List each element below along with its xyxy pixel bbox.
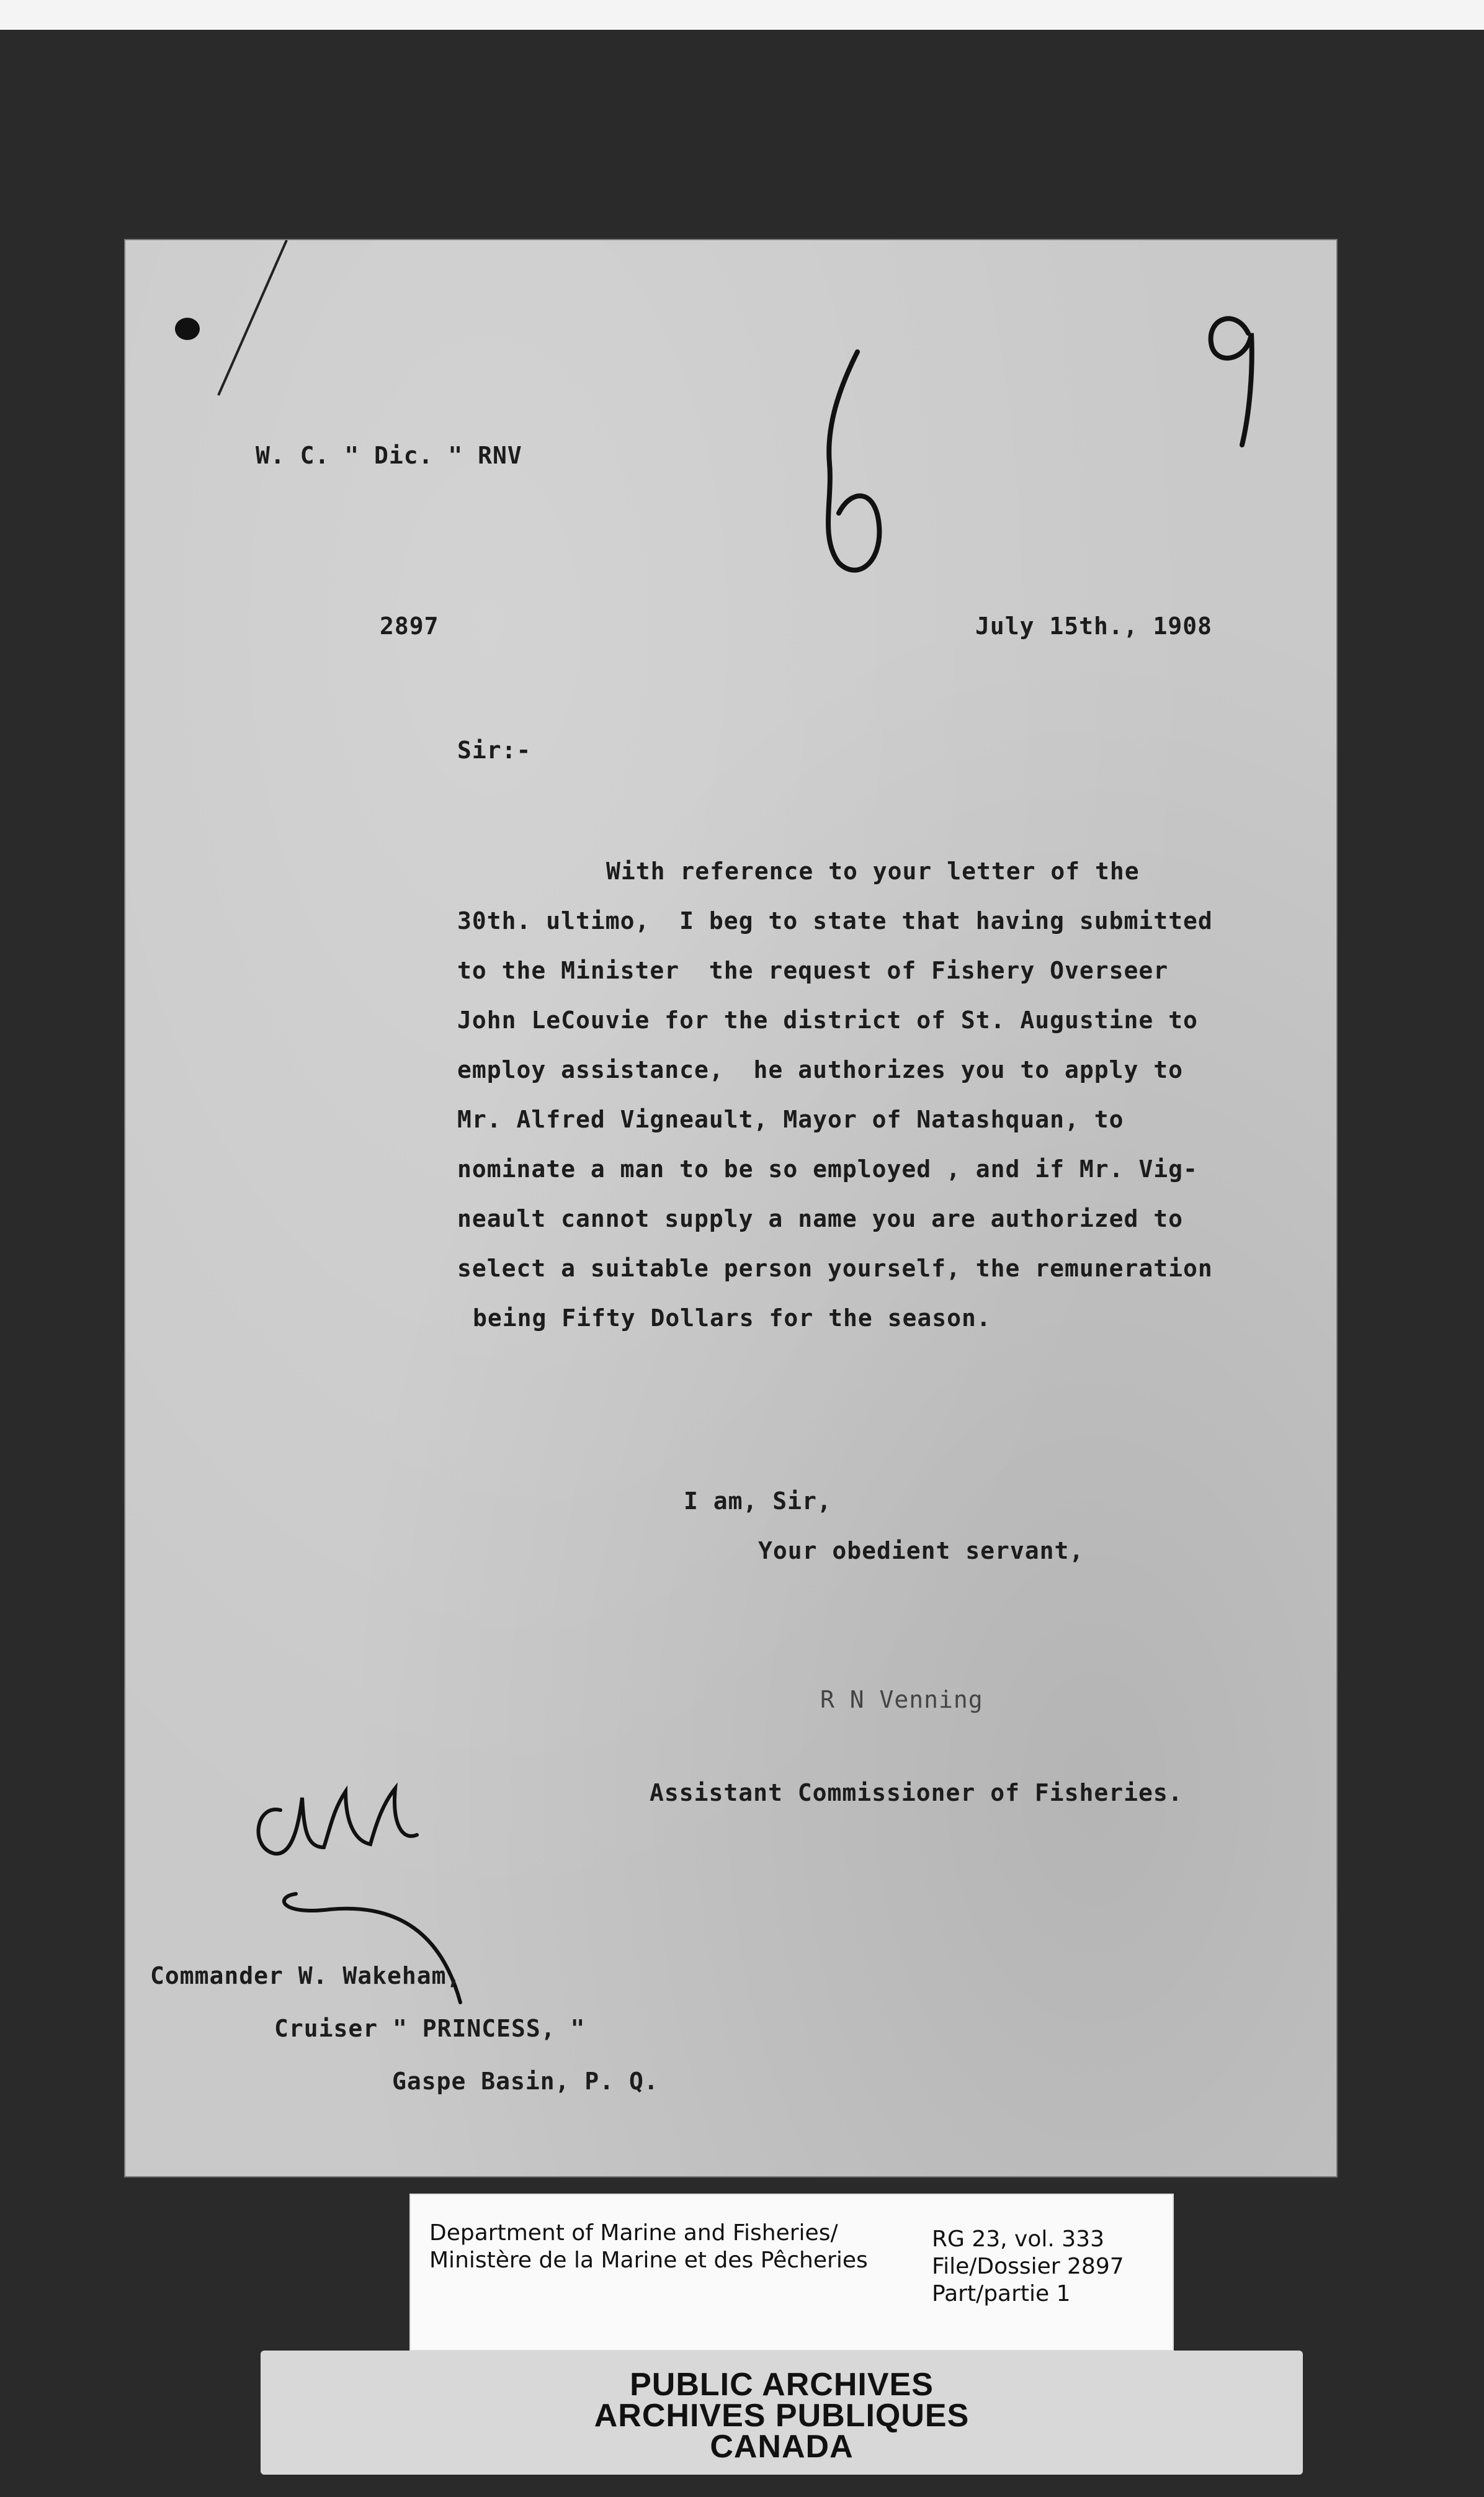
closing-line: I am, Sir, <box>684 1487 832 1515</box>
archive-label <box>409 2194 1174 2351</box>
punch-hole <box>175 318 200 340</box>
signature-title: Assistant Commissioner of Fisheries. <box>650 1779 1183 1806</box>
top-margin-strip <box>0 0 1484 30</box>
stamp-line: ARCHIVES PUBLIQUES <box>594 2398 970 2434</box>
letter-page <box>124 239 1338 2177</box>
closing-line: Your obedient servant, <box>758 1537 1084 1564</box>
body-line: Mr. Alfred Vigneault, Mayor of Natashquan, to <box>457 1106 1124 1133</box>
body-line: being Fifty Dollars for the season. <box>473 1304 991 1332</box>
body-line: nominate a man to be so employed , and if Mr. Vig- <box>457 1155 1198 1183</box>
archives-stamp <box>261 2351 1303 2475</box>
body-line: 30th. ultimo, I beg to state that having submitted <box>457 907 1213 935</box>
fold-line <box>206 240 305 401</box>
body-line: to the Minister the request of Fishery Overseer <box>457 957 1169 984</box>
addressee-line: Commander W. Wakeham, <box>150 1962 462 1989</box>
file-number: 2897 <box>380 612 439 640</box>
addressee-line: Gaspe Basin, P. Q. <box>392 2068 659 2095</box>
stamp-line: CANADA <box>710 2429 854 2465</box>
salutation: Sir:- <box>457 737 532 764</box>
letter-date: July 15th., 1908 <box>975 612 1213 640</box>
body-line: John LeCouvie for the district of St. Augustine to <box>457 1006 1198 1034</box>
body-line: With reference to your letter of the <box>606 858 1140 885</box>
record-reference: RG 23, vol. 333 File/Dossier 2897 Part/partie 1 <box>932 2226 1124 2306</box>
dictation-reference: W. C. " Dic. " RNV <box>256 442 522 469</box>
handwritten-page-number <box>1192 296 1273 457</box>
body-line: select a suitable person yourself, the remuneration <box>457 1255 1213 1282</box>
signature-name: R N Venning <box>820 1686 983 1713</box>
department-name: Department of Marine and Fisheries/ Ministère de la Marine et des Pêcheries <box>429 2220 868 2273</box>
body-line: employ assistance, he authorizes you to apply to <box>457 1056 1184 1083</box>
handwritten-mark <box>802 339 913 600</box>
stamp-line: PUBLIC ARCHIVES <box>630 2367 934 2403</box>
addressee-line: Cruiser " PRINCESS, " <box>274 2015 586 2042</box>
body-line: neault cannot supply a name you are authorized to <box>457 1205 1184 1232</box>
